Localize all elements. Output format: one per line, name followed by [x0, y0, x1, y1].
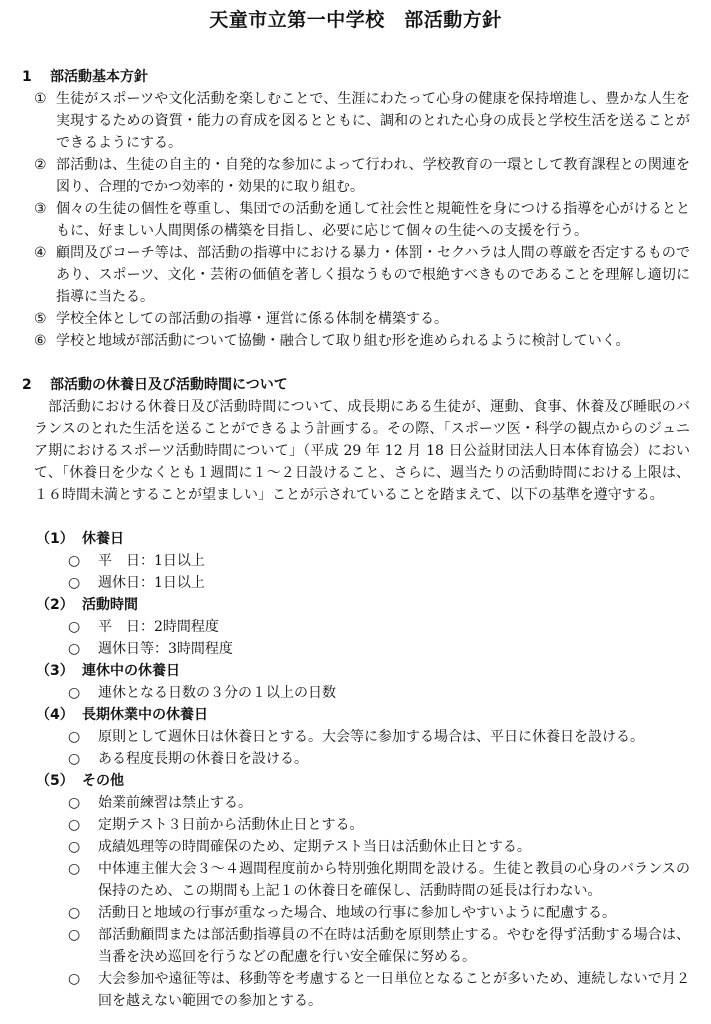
circle-bullet-icon: ○ — [68, 905, 81, 921]
item-marker: ③ — [34, 201, 47, 217]
list-item — [68, 902, 690, 924]
circle-bullet-icon: ○ — [68, 861, 81, 877]
subsection-number: （4） — [36, 707, 74, 723]
list-item — [68, 616, 690, 638]
circle-bullet-icon: ○ — [68, 751, 81, 767]
subsection-2-heading — [36, 594, 138, 616]
list-item-text: 活動日と地域の行事が重なった場合、地域の行事に参加しやすいように配慮する。 — [98, 905, 616, 921]
list-item — [68, 924, 690, 968]
circle-bullet-icon: ○ — [68, 729, 81, 745]
item-marker: ⑤ — [34, 311, 47, 327]
list-item — [68, 968, 690, 1012]
circle-bullet-icon: ○ — [68, 619, 81, 635]
circle-bullet-icon: ○ — [68, 839, 81, 855]
section-1-heading — [22, 66, 148, 88]
item-text: 学校と地域が部活動について協働・融合して取り組む形を進められるように検討していく。 — [56, 333, 630, 349]
circle-bullet-icon: ○ — [68, 795, 81, 811]
list-item — [68, 726, 690, 748]
subsection-5-heading — [36, 770, 124, 792]
item-marker: ② — [34, 157, 47, 173]
subsection-title: 休養日 — [82, 531, 124, 547]
list-item — [68, 792, 690, 814]
subsection-number: （1） — [36, 531, 74, 547]
list-item-text: 定期テスト３日前から活動休止日とする。 — [98, 817, 364, 833]
list-item-text: 部活動顧問または部活動指導員の不在時は活動を原則禁止する。やむを得ず活動する場合は、当番を決め巡回を行うなどの配慮を行い安全確保に努める。 — [98, 927, 690, 965]
section-title: 部活動基本方針 — [50, 69, 148, 85]
subsection-4-heading — [36, 704, 208, 726]
subsection-number: （3） — [36, 663, 74, 679]
section-2-intro: 部活動における休養日及び活動時間について、成長期にある生徒が、運動、食事、休養及び睡眠のバランスのとれた生活を送ることができるよう計画する。その際、「スポーツ医・科学の観点からのジュニア期におけるスポーツ活動時間について」（平成 29 年 12 月 18 日公益財団法人日本体育協会）において、「休養日を少なくとも１週間に１～２日設けること、さらに、週当たりの活動時間における上限は、１６時間未満とすることが望ましい」ことが示されていることを踏まえて、以下の基準を遵守する。 — [34, 399, 690, 503]
item-text: 顧問及びコーチ等は、部活動の指導中における暴力・体罰・セクハラは人間の尊厳を否定するものであり、スポーツ、文化・芸術の価値を著しく損なうもので根絶すべきものであることを理解し適切に指導に当たる。 — [56, 245, 690, 305]
list-item — [68, 858, 690, 902]
list-item-text: 始業前練習は禁止する。 — [98, 795, 252, 811]
policy-item-4 — [34, 242, 690, 308]
policy-item-6 — [34, 330, 690, 352]
list-item-text: 平 日：2時間程度 — [98, 619, 219, 635]
list-item — [68, 748, 690, 770]
list-item — [68, 814, 690, 836]
list-item-text: 中体連主催大会３～４週間程度前から特別強化期間を設ける。生徒と教員の心身のバランスの保持のため、この期間も上記１の休養日を確保し、活動時間の延長は行わない。 — [98, 861, 690, 899]
circle-bullet-icon: ○ — [68, 553, 81, 569]
circle-bullet-icon: ○ — [68, 641, 81, 657]
list-item — [68, 638, 690, 660]
document-title: 天童市立第一中学校 部活動方針 — [209, 9, 502, 31]
circle-bullet-icon: ○ — [68, 817, 81, 833]
section-title: 部活動の休養日及び活動時間について — [50, 377, 288, 393]
subsection-number: （5） — [36, 773, 74, 789]
list-item-text: 連休となる日数の３分の１以上の日数 — [98, 685, 336, 701]
item-text: 生徒がスポーツや文化活動を楽しむことで、生涯にわたって心身の健康を保持増進し、豊かな人生を実現するための資質・能力の育成を図るとともに、調和のとれた心身の成長と学校生活を送ることができるようにする。 — [56, 91, 690, 151]
policy-item-2 — [34, 154, 690, 198]
policy-item-3 — [34, 198, 690, 242]
list-item-text: 平 日：1日以上 — [98, 553, 205, 569]
subsection-3-heading — [36, 660, 180, 682]
list-item-text: 週休日：1日以上 — [98, 575, 205, 591]
item-marker: ④ — [34, 245, 47, 261]
circle-bullet-icon: ○ — [68, 685, 81, 701]
list-item-text: ある程度長期の休養日を設ける。 — [98, 751, 308, 767]
subsection-number: （2） — [36, 597, 74, 613]
list-item — [68, 682, 690, 704]
item-text: 個々の生徒の個性を尊重し、集団での活動を通して社会性と規範性を身につける指導を心がけるとともに、好ましい人間関係の構築を目指し、必要に応じて個々の生徒への支援を行う。 — [56, 201, 690, 239]
list-item — [68, 572, 690, 594]
item-text: 学校全体としての部活動の指導・運営に係る体制を構築する。 — [56, 311, 448, 327]
list-item-text: 大会参加や遠征等は、移動等を考慮すると一日単位となることが多いため、連続しないで月２回を越えない範囲での参加とする。 — [98, 971, 690, 1009]
section-number: 2 — [22, 377, 32, 393]
circle-bullet-icon: ○ — [68, 927, 81, 943]
item-text: 部活動は、生徒の自主的・自発的な参加によって行われ、学校教育の一環として教育課程との関連を図り、合理的でかつ効率的・効果的に取り組む。 — [56, 157, 690, 195]
item-marker: ⑥ — [34, 333, 47, 349]
list-item-text: 原則として週休日は休養日とする。大会等に参加する場合は、平日に休養日を設ける。 — [98, 729, 644, 745]
list-item-text: 週休日等：3時間程度 — [98, 641, 233, 657]
subsection-1-heading — [36, 528, 124, 550]
subsection-title: 活動時間 — [82, 597, 138, 613]
section-number: 1 — [22, 69, 32, 85]
list-item — [68, 836, 690, 858]
circle-bullet-icon: ○ — [68, 971, 81, 987]
policy-item-5 — [34, 308, 690, 330]
subsection-title: 連休中の休養日 — [82, 663, 180, 679]
section-2-heading — [22, 374, 288, 396]
list-item-text: 成績処理等の時間確保のため、定期テスト当日は活動休止日とする。 — [98, 839, 531, 855]
policy-item-1 — [34, 88, 690, 154]
subsection-title: その他 — [82, 773, 124, 789]
circle-bullet-icon: ○ — [68, 575, 81, 591]
list-item — [68, 550, 690, 572]
item-marker: ① — [34, 91, 47, 107]
subsection-title: 長期休業中の休養日 — [82, 707, 208, 723]
